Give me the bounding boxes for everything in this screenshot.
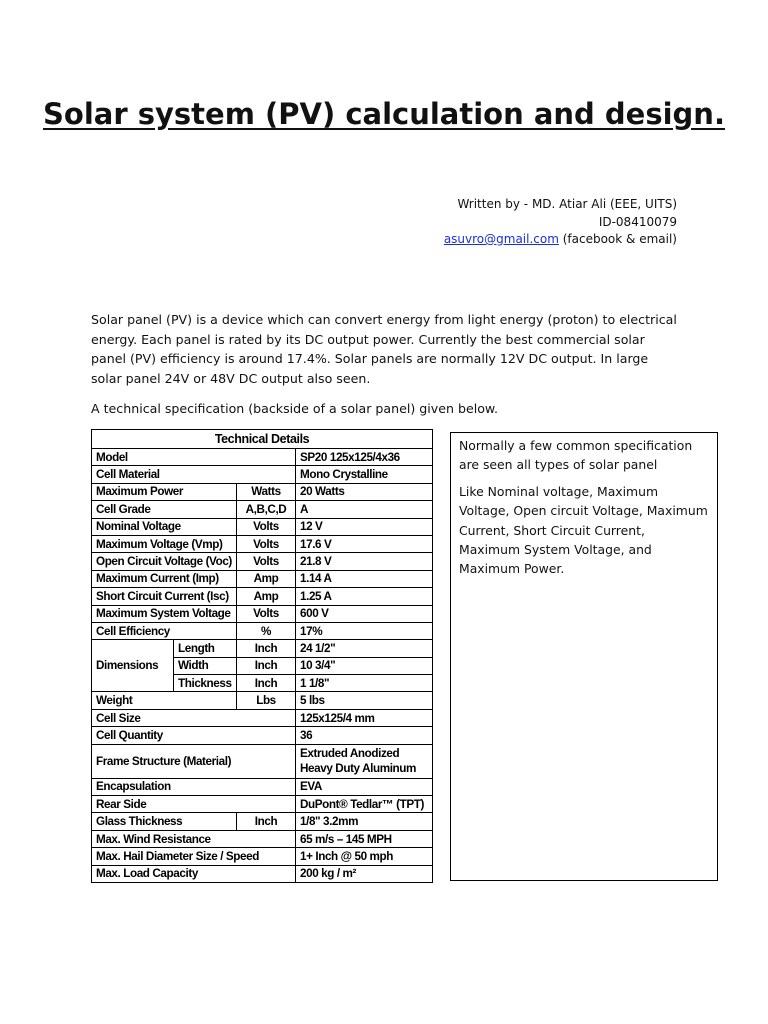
table-row [92, 466, 433, 483]
table-header: Technical Details [92, 430, 433, 449]
row-value: 1 1/8" [296, 675, 433, 692]
row-label: Cell Size [92, 709, 296, 726]
row-label: Open Circuit Voltage (Voc) [92, 553, 237, 570]
row-value: 20 Watts [296, 483, 433, 500]
row-label: Cell Quantity [92, 727, 296, 744]
note-paragraph: Normally a few common specification are seen all types of solar panel [459, 438, 693, 473]
row-value: 36 [296, 727, 433, 744]
row-label: Max. Hail Diameter Size / Speed [92, 848, 296, 865]
table-row [92, 830, 433, 847]
row-label: Encapsulation [92, 778, 296, 795]
table-row [92, 588, 433, 605]
row-value: 1/8" 3.2mm [296, 813, 433, 830]
row-value: 17.6 V [296, 535, 433, 552]
row-unit: Volts [237, 535, 296, 552]
row-label: Glass Thickness [92, 813, 237, 830]
email-suffix: (facebook & email) [558, 232, 677, 246]
table-row [92, 501, 433, 518]
table-row [92, 778, 433, 795]
row-value: EVA [296, 778, 433, 795]
row-unit: Inch [237, 640, 296, 657]
row-label: Max. Load Capacity [92, 865, 296, 882]
row-label: Maximum Current (Imp) [92, 570, 237, 587]
document-title [0, 92, 768, 136]
row-value: 600 V [296, 605, 433, 622]
note-box [450, 432, 718, 881]
email-link[interactable]: asuvro@gmail.com [443, 232, 559, 246]
intro-paragraph: Solar panel (PV) is a device which can convert energy from light energy (proton) to electrical energy. Each panel is rated by its DC output power. Currently the best commercial solar panel (PV) efficiency is around 17.4%. Solar panels are normally 12V DC output. In large solar panel 24V or 48V DC output also seen. [91, 312, 677, 386]
row-value: 1.25 A [296, 588, 433, 605]
row-value: A [296, 501, 433, 518]
table-row [92, 813, 433, 830]
table-row [92, 865, 433, 882]
table-row [92, 622, 433, 639]
row-unit: % [237, 622, 296, 639]
row-unit: Inch [237, 813, 296, 830]
row-value: DuPont® Tedlar™ (TPT) [296, 796, 433, 813]
row-label: Maximum System Voltage [92, 605, 237, 622]
row-label: Nominal Voltage [92, 518, 237, 535]
row-unit: Amp [237, 588, 296, 605]
row-sublabel: Thickness [174, 675, 237, 692]
row-unit: Inch [237, 675, 296, 692]
author-block [444, 196, 677, 249]
table-row [92, 483, 433, 500]
row-unit: Watts [237, 483, 296, 500]
row-label: Cell Grade [92, 501, 237, 518]
row-unit: Lbs [237, 692, 296, 709]
table-row [92, 553, 433, 570]
row-value: Extruded Anodized Heavy Duty Aluminum [296, 744, 433, 778]
row-value: 10 3/4" [296, 657, 433, 674]
table-row [92, 570, 433, 587]
row-unit: Volts [237, 553, 296, 570]
row-value: 1.14 A [296, 570, 433, 587]
row-value: Mono Crystalline [296, 466, 433, 483]
row-label: Rear Side [92, 796, 296, 813]
row-value: 200 kg / m² [296, 865, 433, 882]
table-row [92, 709, 433, 726]
tech-table [91, 429, 433, 883]
row-unit: Volts [237, 518, 296, 535]
author-contact [444, 231, 677, 249]
row-label: Dimensions [92, 640, 174, 692]
row-label: Max. Wind Resistance [92, 830, 296, 847]
table-header-row [92, 430, 433, 449]
table-row [92, 744, 433, 778]
row-value: 65 m/s – 145 MPH [296, 830, 433, 847]
table-row [92, 692, 433, 709]
row-unit: Amp [237, 570, 296, 587]
row-value: SP20 125x125/4x36 [296, 449, 433, 466]
row-label: Frame Structure (Material) [92, 744, 296, 778]
table-row [92, 535, 433, 552]
row-value: 21.8 V [296, 553, 433, 570]
table-row [92, 605, 433, 622]
spec-intro-paragraph: A technical specification (backside of a solar panel) given below. [91, 401, 499, 416]
row-label: Weight [92, 692, 237, 709]
table-row [92, 848, 433, 865]
row-unit: Inch [237, 657, 296, 674]
row-label: Short Circuit Current (Isc) [92, 588, 237, 605]
row-sublabel: Length [174, 640, 237, 657]
note-paragraph: Like Nominal voltage, Maximum Voltage, Open circuit Voltage, Maximum Current, Short Circuit Current, Maximum System Voltage, and Maximum Power. [459, 483, 708, 577]
author-line: Written by - MD. Atiar Ali (EEE, UITS) [457, 197, 677, 211]
row-label: Cell Material [92, 466, 296, 483]
row-label: Maximum Power [92, 483, 237, 500]
table-row [92, 796, 433, 813]
row-unit: A,B,C,D [237, 501, 296, 518]
technical-details-table [91, 429, 432, 881]
row-value: 17% [296, 622, 433, 639]
table-row [92, 518, 433, 535]
row-label: Maximum Voltage (Vmp) [92, 535, 237, 552]
row-label: Cell Efficiency [92, 622, 237, 639]
author-id: ID-08410079 [598, 214, 677, 229]
row-value: 1+ Inch @ 50 mph [296, 848, 433, 865]
table-row [92, 727, 433, 744]
row-unit: Volts [237, 605, 296, 622]
row-label: Model [92, 449, 296, 466]
table-row [92, 640, 433, 657]
row-value: 12 V [296, 518, 433, 535]
row-value: 125x125/4 mm [296, 709, 433, 726]
row-value: 5 lbs [296, 692, 433, 709]
table-row [92, 449, 433, 466]
row-value: 24 1/2" [296, 640, 433, 657]
title-text: Solar system (PV) calculation and design. [43, 97, 725, 131]
row-sublabel: Width [174, 657, 237, 674]
